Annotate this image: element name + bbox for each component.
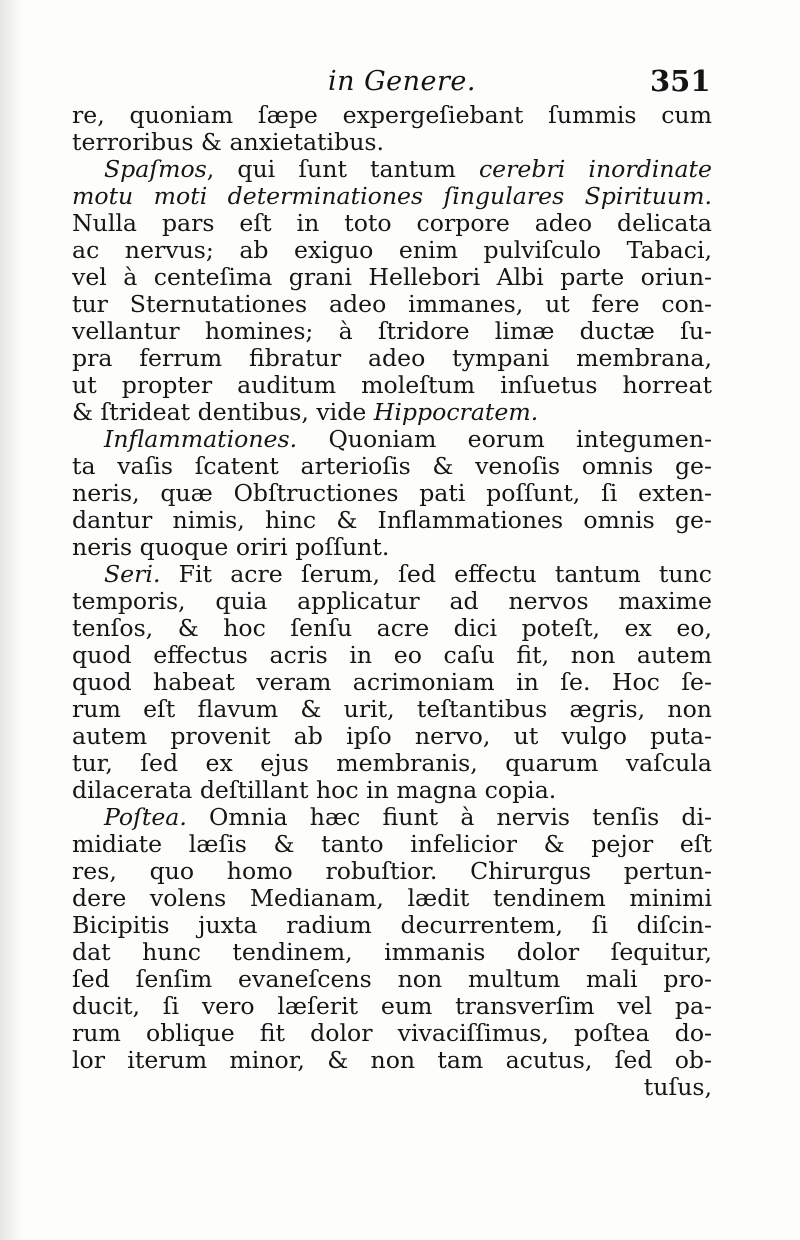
text-segment: & ſtrideat dentibus, vide <box>72 399 374 426</box>
text-segment: ta vaſis ſcatent arterioſis & venoſis omnis ge- <box>72 453 712 480</box>
text-segment: ac nervus; ab exiguo enim pulviſculo Tabaci, <box>72 237 712 264</box>
text-line <box>72 183 712 210</box>
text-line <box>72 399 712 426</box>
italic-text-segment: Poſtea. <box>104 804 187 831</box>
page-gutter-shadow <box>0 0 22 1240</box>
text-line <box>72 453 712 480</box>
text-segment: Fit acre ſerum, ſed effectu tantum tunc <box>160 561 712 588</box>
running-head: in Genere. <box>328 66 476 97</box>
text-line <box>72 939 712 966</box>
text-segment: pra ferrum fibratur adeo tympani membrana, <box>72 345 712 372</box>
text-segment: tenſos, & hoc ſenſu acre dici poteſt, ex eo, <box>72 615 712 642</box>
text-line <box>72 966 712 993</box>
page-header <box>0 62 800 102</box>
text-segment: , qui ſunt tantum <box>206 156 479 183</box>
text-line <box>72 534 712 561</box>
text-line <box>72 642 712 669</box>
text-segment: re, quoniam ſæpe expergeſiebant ſummis cum <box>72 102 712 129</box>
text-line <box>72 1047 712 1074</box>
text-line <box>72 264 712 291</box>
text-line <box>72 669 712 696</box>
text-segment: ſed ſenſim evaneſcens non multum mali pro- <box>72 966 712 993</box>
text-segment: tur Sternutationes adeo immanes, ut fere con- <box>72 291 712 318</box>
text-segment: terroribus & anxietatibus. <box>72 129 384 156</box>
italic-text-segment: Hippocratem. <box>373 399 539 426</box>
text-line <box>72 129 712 156</box>
text-line <box>72 1020 712 1047</box>
text-segment: dantur nimis, hinc & Inflammationes omnis ge- <box>72 507 712 534</box>
text-segment: rum oblique fit dolor vivaciſſimus, poſtea do- <box>72 1020 712 1047</box>
text-line <box>72 210 712 237</box>
text-line <box>72 1074 712 1101</box>
text-segment: autem provenit ab ipſo nervo, ut vulgo puta- <box>72 723 712 750</box>
text-line <box>72 345 712 372</box>
text-segment: ducit, ſi vero læſerit eum transverſim vel pa- <box>72 993 712 1020</box>
text-segment: tuſus, <box>643 1074 712 1101</box>
text-segment: res, quo homo robuſtior. Chirurgus pertun- <box>72 858 712 885</box>
text-segment: midiate læſis & tanto infelicior & pejor eſt <box>72 831 712 858</box>
text-line <box>72 318 712 345</box>
text-line <box>72 885 712 912</box>
text-line <box>72 561 712 588</box>
text-line <box>72 102 712 129</box>
page-number: 351 <box>650 64 711 98</box>
text-line <box>72 480 712 507</box>
text-segment: dere volens Medianam, lædit tendinem minimi <box>72 885 712 912</box>
text-segment: ut propter auditum moleſtum inſuetus horreat <box>72 372 712 399</box>
text-segment: rum eſt flavum & urit, teſtantibus ægris, non <box>72 696 712 723</box>
text-segment: neris quoque oriri poſſunt. <box>72 534 390 561</box>
text-segment: dat hunc tendinem, immanis dolor ſequitur, <box>72 939 712 966</box>
text-segment: tur, ſed ex ejus membranis, quarum vaſcula <box>72 750 712 777</box>
text-segment: neris, quæ Obſtructiones pati poſſunt, ſi exten- <box>72 480 712 507</box>
body-text <box>72 102 712 1101</box>
italic-text-segment: Inflammationes. <box>104 426 298 453</box>
text-line <box>72 858 712 885</box>
italic-text-segment: cerebri inordinate <box>478 156 712 183</box>
text-segment: quod habeat veram acrimoniam in ſe. Hoc ſe- <box>72 669 712 696</box>
text-line <box>72 777 712 804</box>
text-line <box>72 912 712 939</box>
text-segment: dilacerata deſtillant hoc in magna copia. <box>72 777 557 804</box>
text-segment: temporis, quia applicatur ad nervos maxime <box>72 588 712 615</box>
text-segment: vellantur homines; à ſtridore limæ ductæ ſu- <box>72 318 712 345</box>
text-segment: vel à centeſima grani Hellebori Albi parte oriun- <box>72 264 712 291</box>
italic-text-segment: Seri. <box>104 561 161 588</box>
italic-text-segment: Spaſmos <box>104 156 207 183</box>
text-segment: quod effectus acris in eo caſu fit, non autem <box>72 642 712 669</box>
text-line <box>72 156 712 183</box>
text-line <box>72 696 712 723</box>
text-line <box>72 723 712 750</box>
text-line <box>72 588 712 615</box>
text-segment: Nulla pars eſt in toto corpore adeo delicata <box>72 210 712 237</box>
text-line <box>72 831 712 858</box>
text-segment: Bicipitis juxta radium decurrentem, ſi diſcin- <box>72 912 712 939</box>
text-line <box>72 804 712 831</box>
text-segment: Quoniam eorum integumen- <box>297 426 712 453</box>
text-line <box>72 237 712 264</box>
text-line <box>72 615 712 642</box>
text-line <box>72 426 712 453</box>
text-segment: lor iterum minor, & non tam acutus, ſed ob- <box>72 1047 712 1074</box>
italic-text-segment: motu moti determinationes ſingulares Spirituum. <box>72 183 712 210</box>
text-segment: Omnia hæc fiunt à nervis tenſis di- <box>186 804 712 831</box>
text-line <box>72 372 712 399</box>
text-line <box>72 291 712 318</box>
text-line <box>72 750 712 777</box>
text-line <box>72 993 712 1020</box>
text-line <box>72 507 712 534</box>
